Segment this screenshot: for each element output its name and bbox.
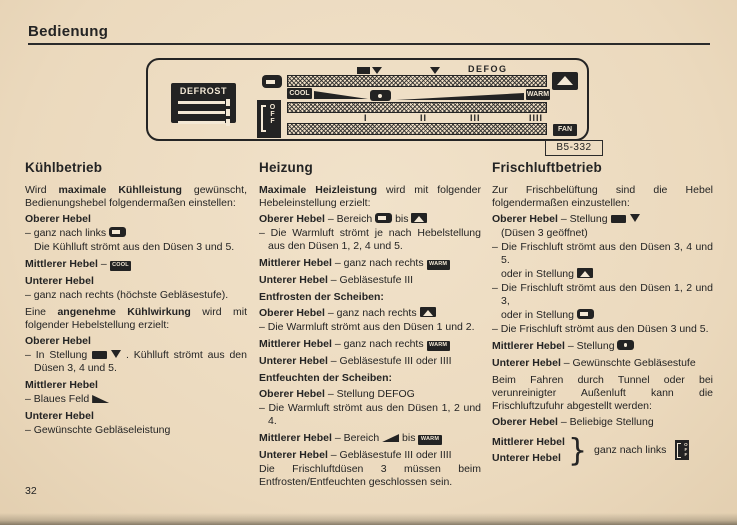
arrow-up-icon [420,307,436,317]
lever-label: Oberer Hebel [492,416,558,428]
lever-label: Oberer Hebel [259,307,325,319]
instruction-line [25,227,247,240]
text-run: – Bereich [331,432,383,444]
warm-badge: WARM [526,91,550,98]
cool-badge: COOL [110,261,132,271]
text-run: – Stellung [564,340,618,352]
lever-label: Mittlerer Hebel [492,340,565,352]
fan-level-label: IIII [529,113,544,123]
off-switch-icon [675,440,689,460]
sub-heading [259,372,481,385]
slider-line [178,121,226,124]
instruction-line [259,274,481,287]
lever-horizontal-icon [375,213,392,223]
fan-badge: FAN [553,124,577,136]
fan-level-label: III [470,113,481,123]
text-run: – Gewünschte Gebläsestufe [560,357,696,369]
text-run-bold: Maximale Heizleistung [259,184,378,196]
slider-handle-icon [226,109,230,116]
middle-lever-track [287,102,547,113]
text-run: – Gebläsestufe III oder IIII [327,449,452,461]
instruction-line: – ganz nach rechts (höchste Gebläsestufe). [25,289,229,301]
text-run: – Blaues Feld [25,393,93,405]
lever-label: Oberer Hebel [259,388,325,400]
warm-badge: WARM [427,341,450,351]
section-heading: Frischluftbetrieb [492,160,602,175]
instruction-line: – Die Warmluft strömt je nach Hebelstellung aus den Düsen 1, 2, 4 und 5. [259,227,481,252]
text-run: – [97,258,110,270]
fan-lever-track [287,123,547,135]
instruction-line: – Die Frischluft strömt aus den Düsen 3, 4 und 5. [492,241,713,266]
upper-lever-track [287,75,547,87]
lever-brace-group [492,431,713,469]
instruction-line [492,213,713,226]
defrost-control-block [171,83,236,123]
instruction-line [492,309,713,322]
text-run: – In Stellung [25,349,93,361]
fan-level-label: I [364,113,368,123]
instruction-line: Die Kühlluft strömt aus den Düsen 3 und 5. [34,241,235,253]
paragraph: Zur Frischbelüftung sind die Hebel folgendermaßen einzustellen: [492,184,713,209]
figure-id-label: B5-332 [545,140,603,156]
text-run: Wird [25,184,59,196]
arrow-down-icon [111,350,121,358]
defrost-slider [178,109,230,116]
warm-badge: WARM [427,260,450,270]
text-run: oder in Stellung [501,309,577,321]
column-heizung [259,161,481,491]
lever-label-line [25,410,247,423]
header-rule [28,43,710,45]
slider-handle-icon [226,119,230,126]
instruction-line [492,357,713,370]
lever-label: Unterer Hebel [492,357,561,369]
lever-label: Unterer Hebel [492,452,561,464]
brace-glyph: } [567,431,588,469]
arrow-down-icon [430,67,440,74]
text-run: – Stellung DEFOG [324,388,415,400]
lever-horizontal-icon [262,75,282,88]
text-run: – Gebläsestufe III oder IIII [327,355,452,367]
paragraph [259,184,481,210]
instruction-line: – Die Frischluft strömt aus den Düsen 1, 2 und 3, [492,282,713,307]
cool-wedge-icon [314,91,368,99]
instruction-line [492,340,713,353]
arrow-up-icon [577,268,593,278]
lever-horizontal-icon [109,227,126,237]
slider-line [178,101,226,104]
text-run: bis [399,432,419,444]
middle-lever-knob-icon [370,90,391,101]
column-frischluftbetrieb [492,160,713,469]
text-run: gewünscht, Bedienungshebel folgendermaßen einstellen: [25,184,247,209]
lever-horizontal-icon [577,309,594,319]
instruction-line: – Die Frischluft strömt aus den Düsen 3 und 5. [492,323,709,335]
arrow-down-icon [372,67,382,74]
text-run: – ganz nach rechts [331,338,427,350]
slider-handle-icon [226,99,230,106]
defrost-label: DEFROST [179,86,228,96]
section-heading: Heizung [259,160,313,175]
middle-lever-knob-icon [617,340,634,350]
text-run-bold: maximale Kühlleistung [58,184,182,196]
arrow-up-icon [552,72,578,90]
paragraph [25,184,247,210]
lever-label: Mittlerer Hebel [492,436,565,448]
text-run: oder in Stellung [501,268,577,280]
lever-label: Oberer Hebel [259,213,325,225]
text-run: . Kühlluft strömt aus den Düsen 3, 4 und 5. [34,349,247,374]
text-run: – Bereich [324,213,376,225]
defrost-slider [178,119,230,126]
lever-label: Unterer Hebel [259,274,328,286]
page-number: 32 [25,485,37,497]
instruction-line: – Gewünschte Gebläseleistung [25,424,171,436]
instruction-line [259,449,481,462]
instruction-line [259,432,481,445]
instruction-line [259,355,481,368]
column-kuehlbetrieb [25,161,247,438]
lever-label-line [25,213,247,226]
off-switch-icon [257,100,281,138]
page-title: Bedienung [28,23,109,40]
lever-label-line [25,335,247,348]
instruction-line: (Düsen 3 geöffnet) [501,227,588,239]
defog-label: DEFOG [468,64,508,74]
instruction-line [259,213,481,226]
text-run: – Stellung [557,213,611,225]
text-run: Eine [25,306,58,318]
off-label: OFF [683,442,689,457]
sub-heading [259,291,481,304]
text-run: – Beliebige Stellung [557,416,654,428]
text-run-bold: Entfeuchten der Scheiben: [259,372,393,384]
lever-label-line [25,275,247,288]
lever-position-rect-icon [611,215,626,223]
lever-label: Mittlerer Hebel [259,432,332,444]
defrost-slider [178,99,230,106]
text-run: wird mit folgender Hebelstellung erzielt: [25,306,247,331]
lever-position-rect-icon [92,351,107,359]
cool-badge: COOL [287,88,312,99]
lever-label: Mittlerer Hebel [259,257,332,269]
instruction-line: – Die Warmluft strömt aus den Düsen 1 und 2. [259,321,475,333]
text-run: – ganz nach rechts [324,307,420,319]
instruction-line [25,349,247,375]
lever-label: Oberer Hebel [25,213,91,225]
lever-label: Mittlerer Hebel [25,379,98,391]
section-heading: Kühlbetrieb [25,160,103,175]
text-run: ganz nach links [594,443,667,456]
arrow-down-icon [630,214,640,222]
heater-control-panel-figure [146,58,589,141]
lever-label: Oberer Hebel [25,335,91,347]
lever-label-line [25,258,247,271]
warm-wedge-icon [396,93,524,100]
off-label: OFF [269,104,276,125]
lever-label: Unterer Hebel [259,355,328,367]
text-run: bis [392,213,412,225]
slider-line [178,111,226,114]
instruction-line [492,416,713,429]
fan-level-label: II [420,113,428,123]
text-run: – Gebläsestufe III [327,274,414,286]
lever-label: Mittlerer Hebel [25,258,98,270]
lever-label: Mittlerer Hebel [259,338,332,350]
upper-lever-position-marker-icon [357,67,370,74]
lever-label: Unterer Hebel [25,275,94,287]
lever-label: Unterer Hebel [25,410,94,422]
lever-label: Oberer Hebel [492,213,558,225]
lever-label: Unterer Hebel [259,449,328,461]
text-run: – ganz nach links [25,227,110,239]
paragraph: Die Frischluftdüsen 3 müssen beim Entfrosten/Entfeuchten geschlossen sein. [259,463,481,488]
instruction-line [259,388,481,401]
scan-edge-shadow [0,513,737,525]
instruction-line [25,393,247,406]
warm-wedge-icon [382,434,399,442]
warm-badge: WARM [418,435,441,445]
text-run-bold: Entfrosten der Scheiben: [259,291,384,303]
lever-labels [492,434,565,466]
text-run-bold: angenehme Kühlwirkung [57,306,191,318]
off-bracket-icon [261,105,266,132]
paragraph: Beim Fahren durch Tunnel oder bei verunreinigter Außenluft kann die Frischluftzufuhr abgestellt werden: [492,374,713,412]
paragraph [25,306,247,332]
lever-label-line [25,379,247,392]
text-run: wird mit folgender Hebeleinstellung erzielt: [259,184,481,209]
arrow-up-icon [411,213,427,223]
instruction-line [492,268,713,281]
text-run: – ganz nach rechts [331,257,427,269]
instruction-line [259,338,481,351]
instruction-line: – Die Warmluft strömt aus den Düsen 1, 2 und 4. [259,402,481,427]
cool-wedge-icon [92,395,109,403]
instruction-line [259,307,481,320]
instruction-line [259,257,481,270]
off-bracket-icon [677,443,681,458]
